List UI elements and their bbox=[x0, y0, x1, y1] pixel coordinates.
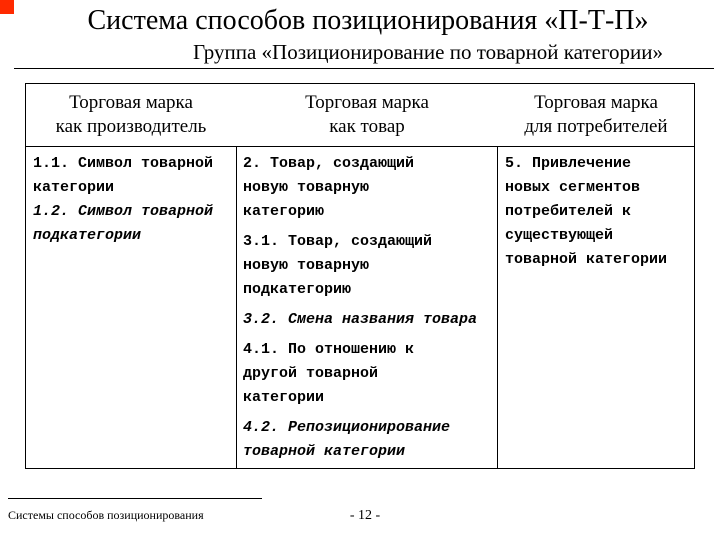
column-3-cell bbox=[505, 152, 693, 272]
accent-square bbox=[0, 0, 14, 14]
list-item: 3.2. Смена названия товара bbox=[243, 311, 478, 328]
list-item: 4.2. Репозиционирование товарной категории bbox=[243, 419, 451, 460]
column-header-product: Торговая марка как товар bbox=[305, 92, 429, 137]
column-1-cell bbox=[33, 152, 233, 248]
column-header-consumers: Торговая марка для потребителей bbox=[524, 92, 668, 137]
column-2-cell bbox=[243, 152, 495, 464]
footer-caption: Системы способов позиционирования bbox=[8, 508, 204, 522]
list-item: 4.1. По отношению к другой товарной категории bbox=[243, 341, 415, 406]
list-item: 5. Привлечение новых сегментов потребителей к существующей товарной категории bbox=[505, 155, 668, 268]
list-item: 3.1. Товар, создающий новую товарную подкатегорию bbox=[243, 233, 433, 298]
list-item: 1.2. Символ товарной подкатегории bbox=[33, 203, 214, 244]
list-item: 1.1. Символ товарной категории bbox=[33, 155, 214, 196]
list-item: 2. Товар, создающий новую товарную категорию bbox=[243, 155, 415, 220]
footer-divider bbox=[8, 498, 262, 499]
column-divider-1 bbox=[236, 146, 237, 469]
slide-title: Система способов позиционирования «П-Т-П» bbox=[87, 5, 649, 36]
page-number: - 12 - bbox=[349, 508, 381, 523]
column-header-manufacturer: Торговая марка как производитель bbox=[55, 92, 207, 137]
column-divider-2 bbox=[497, 146, 498, 469]
table-header-divider bbox=[25, 146, 695, 147]
title-divider bbox=[14, 68, 714, 69]
slide-subtitle: Группа «Позиционирование по товарной категории» bbox=[192, 40, 664, 64]
